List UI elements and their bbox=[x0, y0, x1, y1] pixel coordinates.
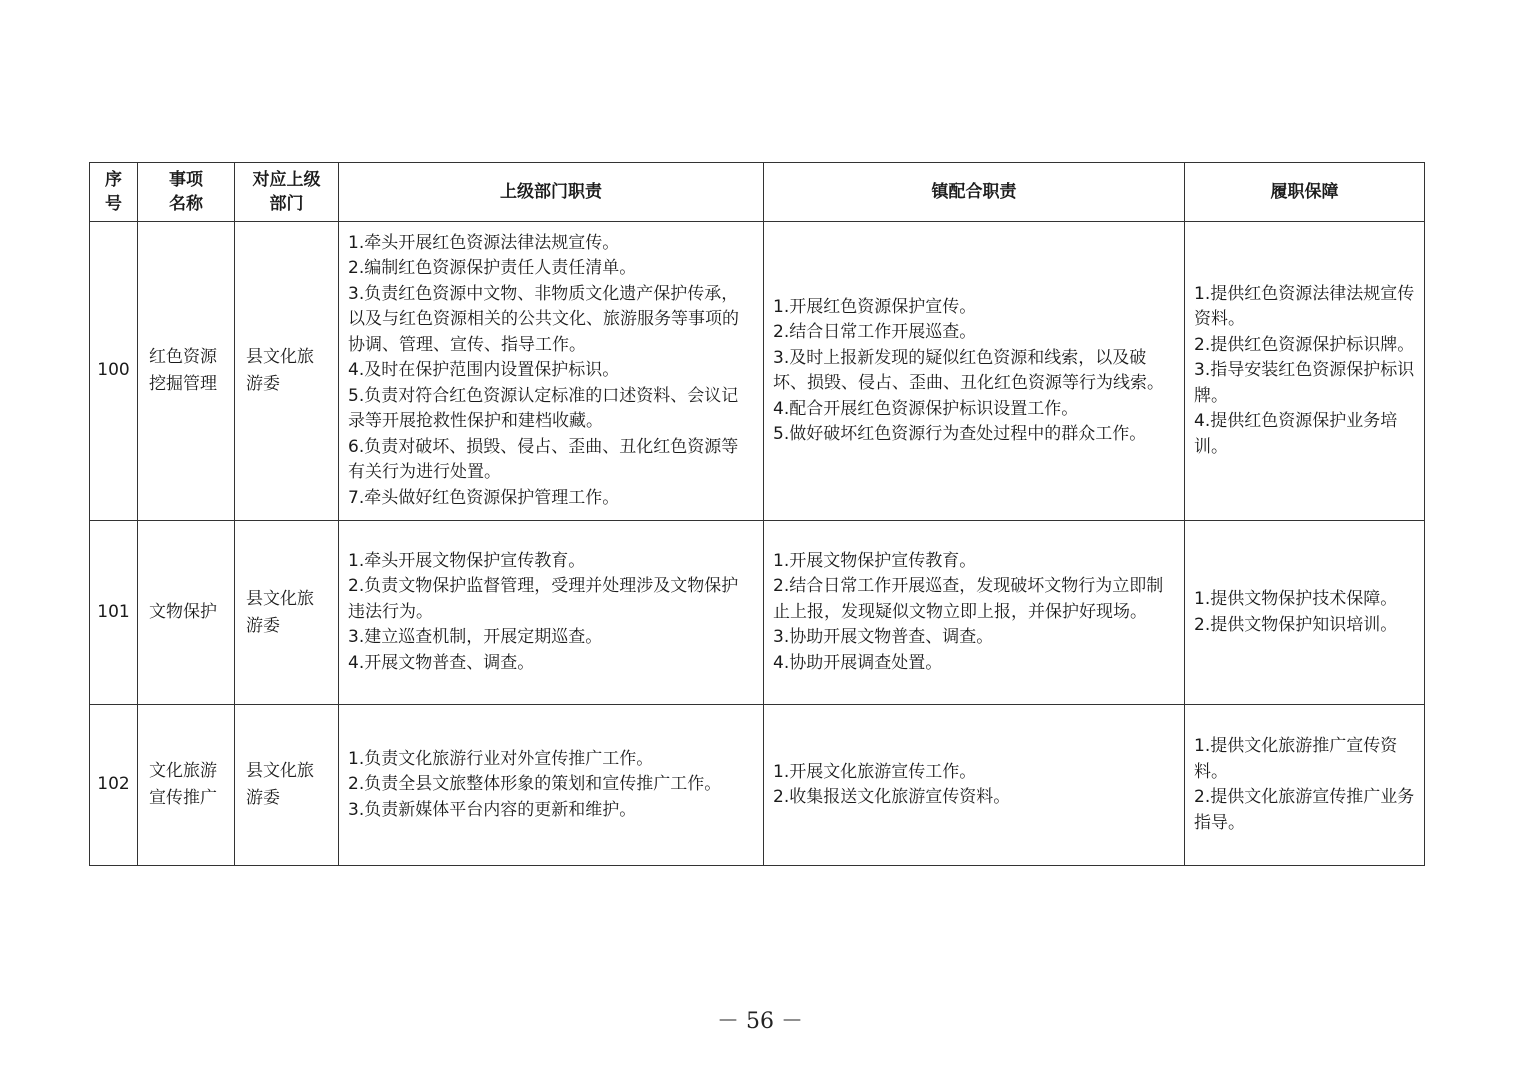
page-number: － 56 － bbox=[717, 1009, 803, 1034]
list-item: 1.牵头开展红色资源法律法规宣传。 bbox=[348, 232, 620, 253]
header-item-name-label: 事项 名称 bbox=[169, 170, 203, 214]
list-item: 2.提供红色资源保护标识牌。 bbox=[1194, 334, 1415, 355]
row-guarantee bbox=[1185, 521, 1425, 705]
row-town-duties bbox=[764, 521, 1185, 705]
row-upper-duties bbox=[339, 222, 764, 521]
list-item: 4.开展文物普查、调查。 bbox=[348, 652, 535, 673]
table-row bbox=[90, 521, 1425, 705]
list-item: 1.提供文物保护技术保障。 bbox=[1194, 589, 1398, 609]
list-item: 2.结合日常工作开展巡查，发现破坏文物行为立即制止上报，发现疑似文物立即上报，并保护好现场。 bbox=[773, 576, 1164, 622]
row-serial-number: 100 bbox=[90, 222, 138, 521]
header-upper-duties bbox=[339, 163, 764, 222]
header-upper-department bbox=[235, 163, 339, 222]
list-item: 6.负责对破坏、损毁、侵占、歪曲、丑化红色资源等有关行为进行处置。 bbox=[348, 436, 739, 483]
list-item: 4.提供红色资源保护业务培训。 bbox=[1194, 411, 1398, 457]
list-item: 2.编制红色资源保护责任人责任清单。 bbox=[348, 258, 637, 279]
header-town-duties-label: 镇配合职责 bbox=[931, 182, 1017, 202]
list-item: 2.收集报送文化旅游宣传资料。 bbox=[773, 787, 1011, 807]
header-serial-number-label: 序 号 bbox=[105, 170, 122, 214]
row-serial-number: 102 bbox=[90, 705, 138, 866]
list-item: 2.负责文物保护监督管理，受理并处理涉及文物保护违法行为。 bbox=[348, 576, 739, 622]
header-upper-duties-label: 上级部门职责 bbox=[500, 182, 602, 202]
header-item-name bbox=[138, 163, 235, 222]
list-item: 2.提供文化旅游宣传推广业务指导。 bbox=[1194, 787, 1415, 833]
list-item: 2.提供文物保护知识培训。 bbox=[1194, 614, 1398, 635]
list-item: 4.配合开展红色资源保护标识设置工作。 bbox=[773, 398, 1079, 419]
table-header-row bbox=[90, 163, 1425, 222]
row-town-duties bbox=[764, 705, 1185, 866]
list-item: 3.协助开展文物普查、调查。 bbox=[773, 627, 994, 648]
row-upper-department: 县文化旅 游委 bbox=[235, 521, 339, 705]
list-item: 1.提供红色资源法律法规宣传资料。 bbox=[1194, 283, 1415, 330]
row-guarantee bbox=[1185, 222, 1425, 521]
list-item: 1.开展文化旅游宣传工作。 bbox=[773, 761, 977, 782]
list-item: 2.负责全县文旅整体形象的策划和宣传推广工作。 bbox=[348, 774, 722, 795]
row-upper-duties bbox=[339, 705, 764, 866]
list-item: 1.负责文化旅游行业对外宣传推广工作。 bbox=[348, 748, 654, 769]
header-guarantee-label: 履职保障 bbox=[1270, 182, 1339, 202]
list-item: 3.指导安装红色资源保护标识牌。 bbox=[1194, 360, 1415, 406]
list-item: 5.负责对符合红色资源认定标准的口述资料、会议记录等开展抢救性保护和建档收藏。 bbox=[348, 385, 739, 432]
table-row bbox=[90, 705, 1425, 866]
row-town-duties bbox=[764, 222, 1185, 521]
row-item-name: 文化旅游 宣传推广 bbox=[138, 705, 235, 866]
list-item: 5.做好破坏红色资源行为查处过程中的群众工作。 bbox=[773, 424, 1147, 444]
row-upper-department: 县文化旅 游委 bbox=[235, 705, 339, 866]
list-item: 4.协助开展调查处置。 bbox=[773, 652, 943, 673]
list-item: 3.负责红色资源中文物、非物质文化遗产保护传承，以及与红色资源相关的公共文化、旅游服务等事项的协调、管理、宣传、指导工作。 bbox=[348, 283, 739, 355]
header-guarantee bbox=[1185, 163, 1425, 222]
row-upper-department: 县文化旅 游委 bbox=[235, 222, 339, 521]
list-item: 1.开展文物保护宣传教育。 bbox=[773, 550, 977, 571]
list-item: 1.提供文化旅游推广宣传资料。 bbox=[1194, 736, 1398, 782]
row-item-name: 红色资源 挖掘管理 bbox=[138, 222, 235, 521]
row-guarantee bbox=[1185, 705, 1425, 866]
list-item: 7.牵头做好红色资源保护管理工作。 bbox=[348, 487, 620, 508]
row-upper-duties bbox=[339, 521, 764, 705]
list-item: 2.结合日常工作开展巡查。 bbox=[773, 322, 977, 342]
row-item-name: 文物保护 bbox=[138, 521, 235, 705]
header-town-duties bbox=[764, 163, 1185, 222]
list-item: 4.及时在保护范围内设置保护标识。 bbox=[348, 360, 620, 381]
list-item: 3.建立巡查机制，开展定期巡查。 bbox=[348, 627, 603, 648]
responsibility-table bbox=[89, 162, 1425, 866]
list-item: 1.开展红色资源保护宣传。 bbox=[773, 296, 977, 317]
list-item: 1.牵头开展文物保护宣传教育。 bbox=[348, 550, 586, 571]
header-upper-department-label: 对应上级 部门 bbox=[252, 170, 321, 214]
list-item: 3.及时上报新发现的疑似红色资源和线索，以及破坏、损毁、侵占、歪曲、丑化红色资源等行为线索。 bbox=[773, 347, 1164, 393]
list-item: 3.负责新媒体平台内容的更新和维护。 bbox=[348, 799, 637, 820]
header-serial-number bbox=[90, 163, 138, 222]
row-serial-number: 101 bbox=[90, 521, 138, 705]
table-row bbox=[90, 222, 1425, 521]
